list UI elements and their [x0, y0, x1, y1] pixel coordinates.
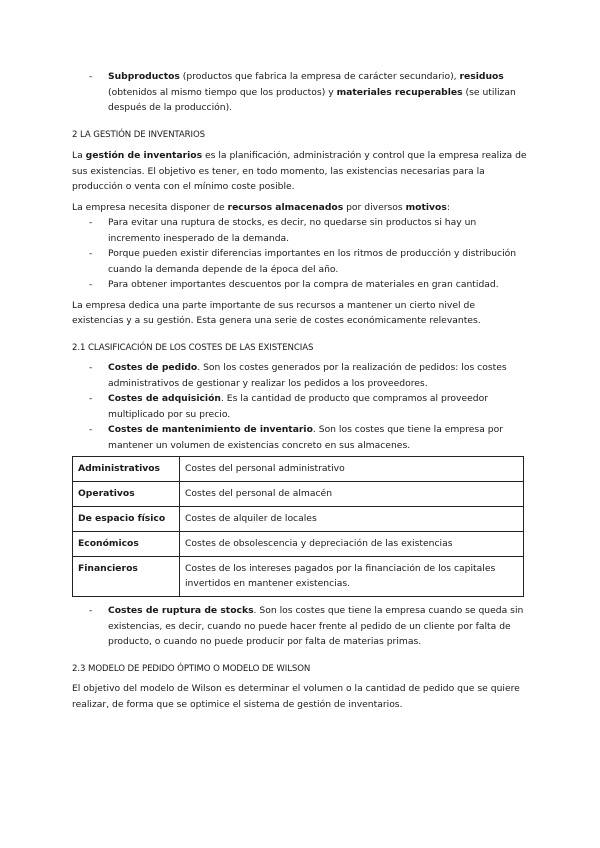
paragraph: El objetivo del modelo de Wilson es determinar el volumen o la cantidad de pedido que se quiere realizar, de forma que se optimice el sistema de gestión de inventarios.: [72, 683, 520, 710]
list-item: - Porque pueden existir diferencias importantes en los ritmos de producción y distribución cuando la demanda depende de la época del año.: [72, 246, 528, 277]
list-item: - Para obtener importantes descuentos por la compra de materiales en gran cantidad.: [72, 277, 528, 293]
costs-list: [72, 360, 528, 453]
list-item: [72, 360, 528, 391]
paragraph: [72, 200, 528, 216]
table-cell-desc: Costes de obsolescencia y depreciación de las existencias: [180, 532, 524, 557]
text: La empresa necesita disponer de: [72, 201, 228, 213]
section-heading: 2 LA GESTIÓN DE INVENTARIOS: [72, 129, 206, 140]
table-cell-desc: Costes de los intereses pagados por la financiación de los capitales invertidos en mantener existencias.: [180, 557, 524, 597]
text: . Son los costes que tiene la empresa cuando se queda sin existencias, es decir, cuando no puede hacer frente al pedido de un cliente por falta de producto, o cuando no puede producir por falta de materias primas.: [108, 605, 524, 647]
bold-term: Costes de ruptura de stocks: [108, 605, 254, 616]
intro-bullet: [72, 69, 528, 116]
table-row: [73, 532, 524, 557]
intro-bullet-list: [72, 69, 528, 116]
table-row: [73, 457, 524, 482]
bold-term: gestión de inventarios: [85, 150, 203, 161]
table-cell-type: Administrativos: [73, 457, 180, 482]
table-cell-type: Financieros: [73, 557, 180, 597]
table-cell-desc: Costes del personal administrativo: [180, 457, 524, 482]
text: (obtenidos al mismo tiempo que los productos) y: [108, 86, 337, 98]
bold-term: residuos: [459, 71, 504, 82]
reasons-list: [72, 215, 528, 293]
table-row: [73, 557, 524, 597]
rupture-list: [72, 603, 528, 650]
bold-term: Costes de pedido: [108, 362, 198, 373]
bold-term: materiales recuperables: [336, 86, 463, 98]
section-heading: 2.1 CLASIFICACIÓN DE LOS COSTES DE LAS EXISTENCIAS: [72, 342, 314, 353]
list-item: - Para evitar una ruptura de stocks, es decir, no quedarse sin productos si hay un incremento inesperado de la demanda.: [72, 215, 528, 246]
text: por diversos: [343, 201, 406, 213]
text: :: [446, 201, 450, 213]
text: . Es la cantidad de producto que compramos al proveedor multiplicado por su precio.: [108, 393, 489, 420]
section-heading: 2.3 MODELO DE PEDIDO ÓPTIMO O MODELO DE WILSON: [72, 663, 311, 674]
bold-term: recursos almacenados: [227, 201, 344, 213]
text: es la planificación, administración y control que la empresa realiza de sus existencias. El objetivo es tener, en todo momento, las existencias necesarias para la producción o venta con el mínimo coste posible.: [72, 150, 527, 192]
table-cell-type: De espacio físico: [73, 507, 180, 532]
text: (se utilizan después de la producción).: [108, 86, 516, 113]
list-item: [72, 391, 528, 422]
table-row: [73, 507, 524, 532]
maintenance-costs-table: [72, 456, 524, 597]
list-item: [72, 422, 528, 453]
bold-term: Costes de adquisición: [108, 393, 221, 404]
text: . Son los costes generados por la realización de pedidos: los costes administrativos de gestionar y realizar los pedidos a los proveedores.: [108, 362, 507, 389]
bold-term: Costes de mantenimiento de inventario: [108, 424, 313, 435]
table-cell-desc: Costes de alquiler de locales: [180, 507, 524, 532]
table-cell-desc: Costes del personal de almacén: [180, 482, 524, 507]
bold-term: Subproductos: [108, 71, 180, 82]
table-row: [73, 482, 524, 507]
list-item: [72, 603, 528, 650]
text: La: [72, 150, 86, 161]
text: (productos que fabrica la empresa de carácter secundario),: [179, 71, 460, 82]
bold-term: motivos: [405, 201, 447, 213]
paragraph: La empresa dedica una parte importante de sus recursos a mantener un cierto nivel de existencias y a su gestión. Esta genera una serie de costes económicamente relevantes.: [72, 299, 481, 326]
paragraph: [72, 148, 528, 195]
text: . Son los costes que tiene la empresa por mantener un volumen de existencias concreto en sus almacenes.: [108, 424, 503, 451]
table-cell-type: Operativos: [73, 482, 180, 507]
table-cell-type: Económicos: [73, 532, 180, 557]
